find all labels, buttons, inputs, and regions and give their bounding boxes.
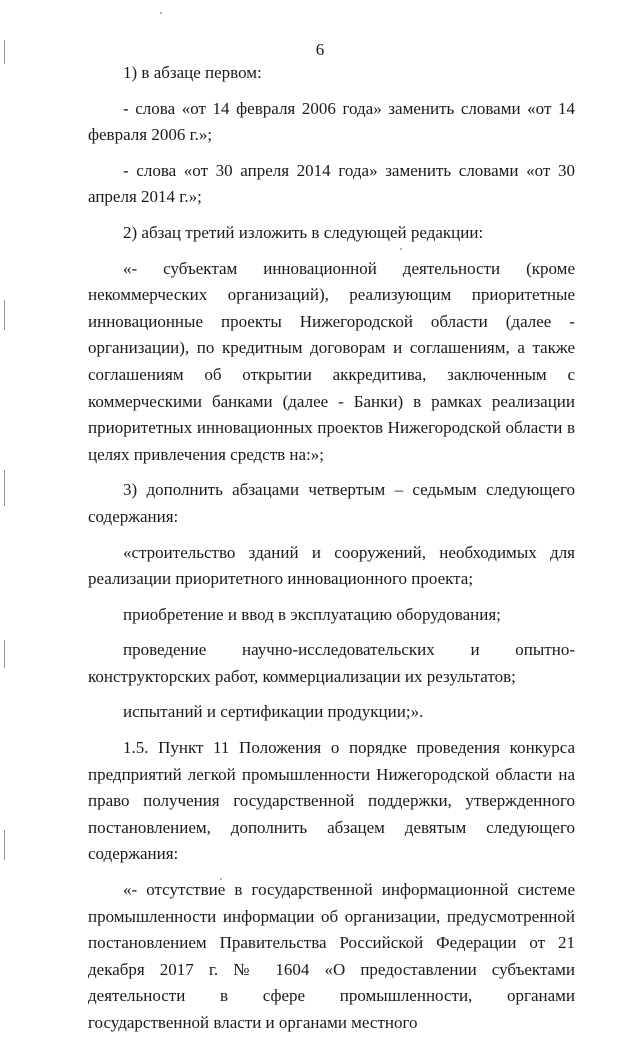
scan-edge-mark [4,40,5,64]
paragraph-2: - слова «от 14 февраля 2006 года» заменить словами «от 14 февраля 2006 г.»; [88,98,575,145]
paragraph-7: «строительство зданий и сооружений, необходимых для реализации приоритетного инновационного проекта; [88,542,575,589]
paragraph-1: 1) в абзаце первом: [123,63,262,82]
document-body [88,60,575,1037]
paragraph-6: 3) дополнить абзацами четвертым – седьмым следующего содержания: [88,480,575,526]
paragraph-10: испытаний и сертификации продукции;». [123,702,424,722]
paragraph-11: 1.5. Пункт 11 Положения о порядке проведения конкурса предприятий легкой промышленности Нижегородской области на право получения государственной поддержки, утвержденного постановлением, дополнить абзацем девятым следующего содержания: [88,738,575,864]
scan-edge-mark [4,300,5,330]
paragraph-4: 2) абзац третий изложить в следующей редакции: [123,222,484,242]
scan-edge-mark [4,830,5,860]
scan-dot [160,12,162,14]
scan-dot [400,248,402,250]
paragraph-5: «- субъектам инновационной деятельности (кроме некоммерческих организаций), реализующим приоритетные инновационные проекты Нижегородской области (далее - организации), по кредитным договорам и соглашениям, а также соглашениям об открытии аккредитива, заключенным с коммерческими банками (далее - Банки) в рамках реализации приоритетных инновационных проектов Нижегородской области в целях привлечения средств на:»; [88,258,575,464]
paragraph-3: - слова «от 30 апреля 2014 года» заменить словами «от 30 апреля 2014 г.»; [88,160,575,207]
paragraph-12: «- отсутствие в государственной информационной системе промышленности информации об организации, предусмотренной постановлением Правительства Российской Федерации от 21 декабря 2017 г. № 1604 «О предоставлении субъектами деятельности в сфере промышленности, органами государственной власти и органами местного [88,880,575,1032]
scan-edge-mark [4,470,5,506]
page-number: 6 [315,40,325,59]
scan-dot [220,878,222,880]
paragraph-9: проведение научно-исследовательских и опытно-конструкторских работ, коммерциализации их результатов; [88,640,575,686]
paragraph-8: приобретение и ввод в эксплуатацию оборудования; [123,604,501,624]
scan-edge-mark [4,640,5,668]
